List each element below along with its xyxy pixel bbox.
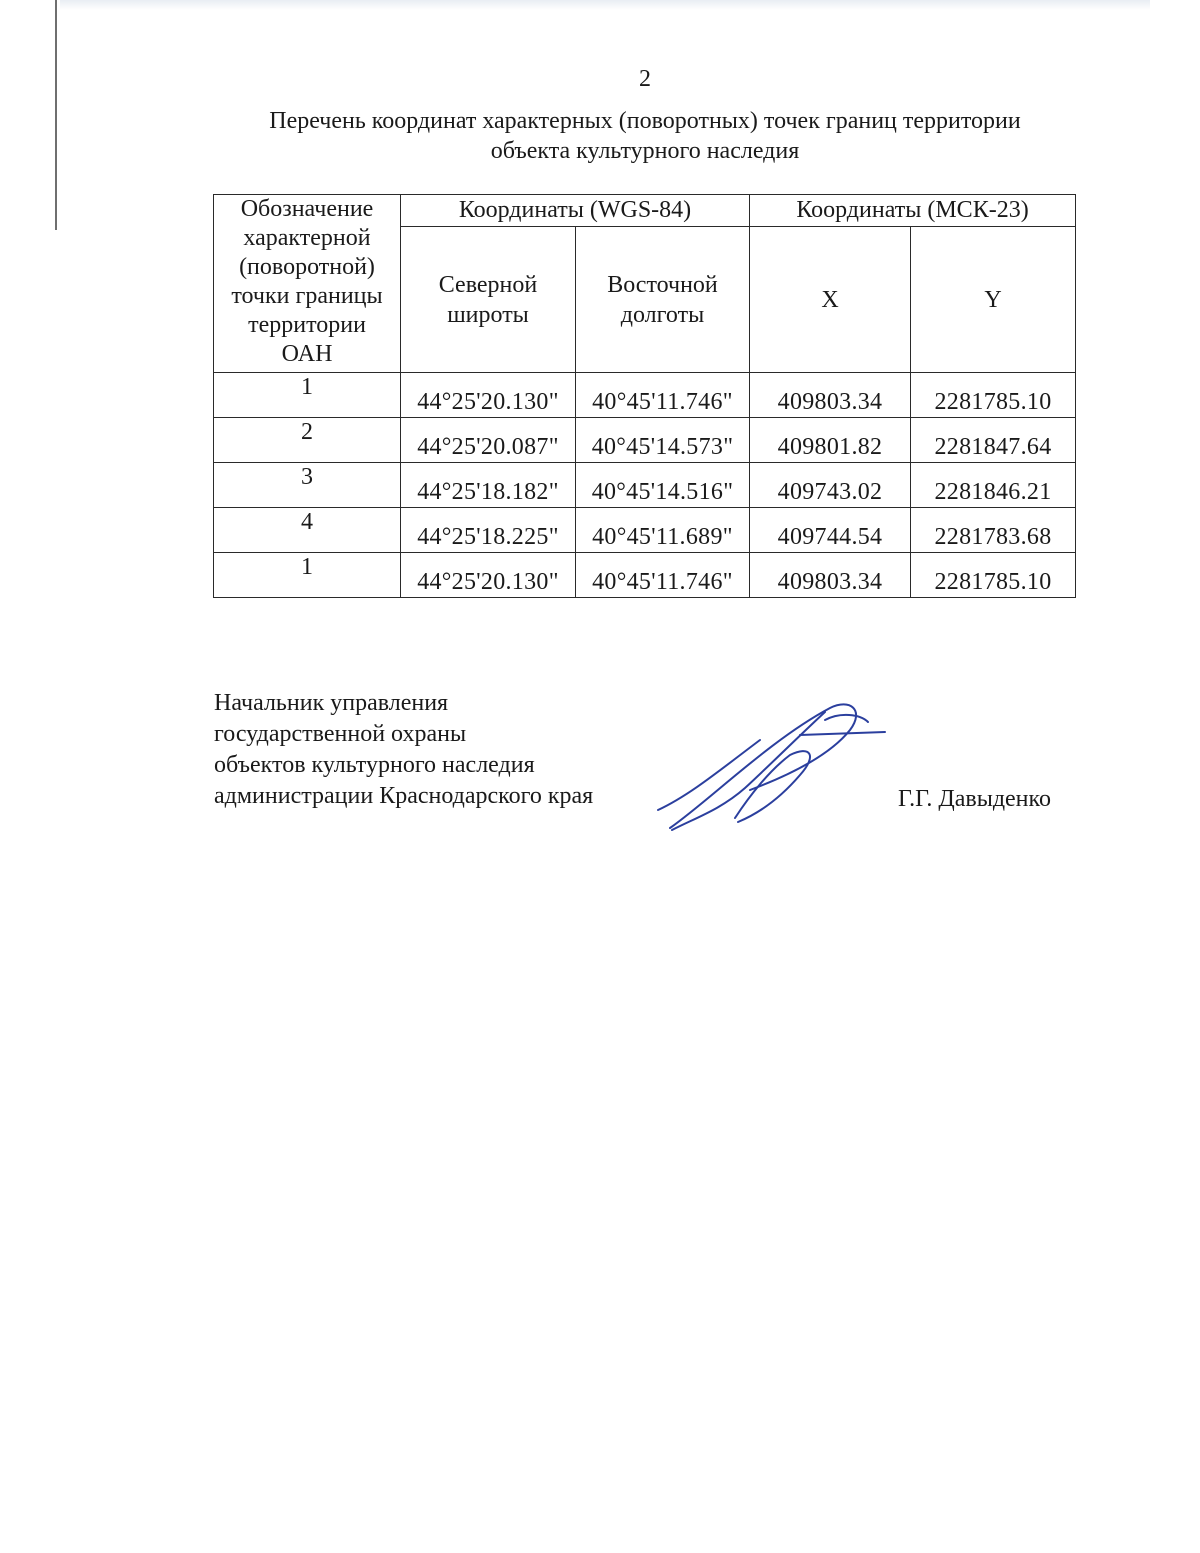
east-longitude-cell: 40°45'14.516" [576, 463, 750, 508]
east-header-line: долготы [620, 301, 705, 328]
east-longitude-cell: 40°45'11.746" [576, 553, 750, 598]
point-number-cell: 4 [214, 508, 401, 553]
point-header-line: характерной [243, 225, 371, 251]
title-line-2: объекта культурного наследия [490, 138, 800, 164]
signatory-position [214, 688, 593, 812]
east-header-line: Восточной [607, 271, 718, 298]
point-number-cell: 2 [214, 418, 401, 463]
header-row-groups [214, 195, 1076, 227]
position-line: Начальник управления [214, 690, 449, 716]
north-header-line: Северной [438, 271, 538, 298]
x-cell: 409743.02 [750, 463, 911, 508]
position-line: государственной охраны [214, 721, 467, 747]
y-cell: 2281846.21 [911, 463, 1076, 508]
north-latitude-header [401, 227, 576, 373]
point-number-cell: 1 [214, 553, 401, 598]
x-cell: 409803.34 [750, 553, 911, 598]
east-longitude-cell: 40°45'11.746" [576, 373, 750, 418]
wgs84-group-header: Координаты (WGS-84) [401, 195, 750, 227]
point-header-line: точки границы [231, 283, 383, 309]
point-designation-header [214, 195, 401, 373]
y-header: Y [911, 227, 1076, 373]
north-latitude-cell: 44°25'20.130" [401, 553, 576, 598]
y-cell: 2281785.10 [911, 373, 1076, 418]
y-cell: 2281847.64 [911, 418, 1076, 463]
point-header-line: ОАН [281, 341, 333, 367]
document-title [200, 106, 1090, 166]
signature-stroke [658, 740, 760, 810]
table-header [214, 195, 1076, 373]
x-cell: 409744.54 [750, 508, 911, 553]
table-row [214, 553, 1076, 598]
x-cell: 409803.34 [750, 373, 911, 418]
table-row [214, 463, 1076, 508]
handwritten-signature [650, 700, 890, 840]
north-header-line: широты [447, 301, 529, 328]
east-longitude-header [576, 227, 750, 373]
title-line-1: Перечень координат характерных (поворотных) точек границ территории [269, 108, 1021, 134]
coordinates-table [213, 194, 1076, 598]
north-latitude-cell: 44°25'20.087" [401, 418, 576, 463]
signer-name: Г.Г. Давыденко [898, 786, 1051, 812]
point-header-line: территории [248, 312, 366, 338]
table-row [214, 508, 1076, 553]
position-line: объектов культурного наследия [214, 752, 535, 778]
table-body [214, 373, 1076, 598]
msk23-group-header: Координаты (МСК-23) [750, 195, 1076, 227]
signature-stroke [800, 732, 885, 735]
north-latitude-cell: 44°25'18.182" [401, 463, 576, 508]
north-latitude-cell: 44°25'20.130" [401, 373, 576, 418]
east-longitude-cell: 40°45'14.573" [576, 418, 750, 463]
signature-stroke [825, 715, 868, 722]
position-line: администрации Краснодарского края [214, 783, 594, 809]
north-latitude-cell: 44°25'18.225" [401, 508, 576, 553]
scan-left-edge [55, 0, 57, 230]
page-number: 2 [639, 66, 651, 92]
east-longitude-cell: 40°45'11.689" [576, 508, 750, 553]
y-cell: 2281783.68 [911, 508, 1076, 553]
signature-stroke [672, 712, 825, 830]
table-row [214, 418, 1076, 463]
point-number-cell: 1 [214, 373, 401, 418]
table-row [214, 373, 1076, 418]
x-cell: 409801.82 [750, 418, 911, 463]
y-cell: 2281785.10 [911, 553, 1076, 598]
scan-top-strip [60, 0, 1150, 10]
x-header: X [750, 227, 911, 373]
point-number-cell: 3 [214, 463, 401, 508]
point-header-line: (поворотной) [239, 254, 375, 280]
point-header-line: Обозначение [240, 196, 374, 222]
